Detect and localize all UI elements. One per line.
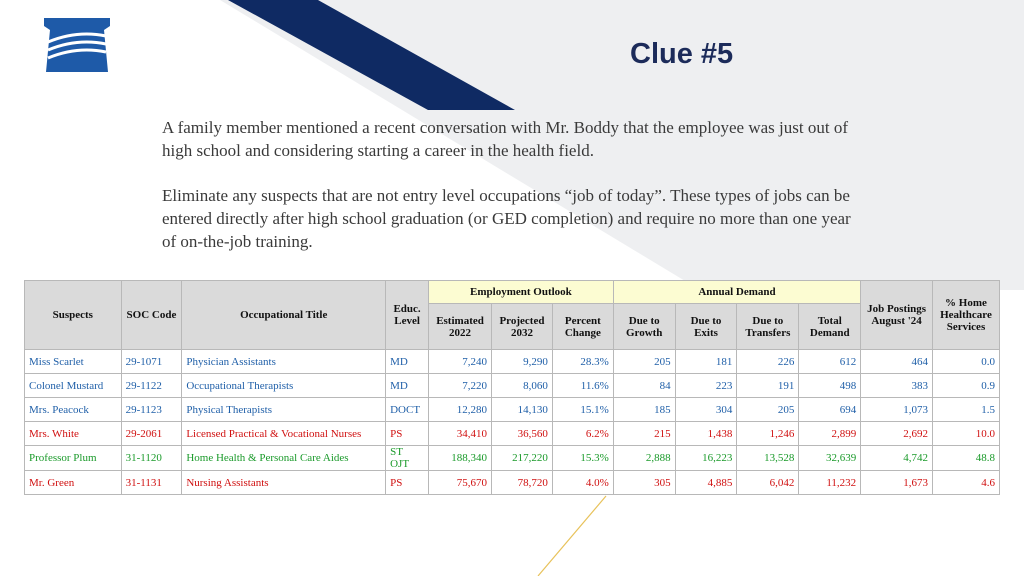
- cell-soc: 29-1123: [121, 398, 182, 422]
- cell-home: 0.9: [932, 374, 999, 398]
- cell-total: 694: [799, 398, 861, 422]
- cell-soc: 31-1131: [121, 471, 182, 495]
- header-due-to-growth: Due to Growth: [613, 304, 675, 350]
- cell-title: Home Health & Personal Care Aides: [182, 446, 386, 471]
- cell-suspect: Mr. Green: [25, 471, 122, 495]
- header-home-healthcare: % Home Healthcare Services: [932, 281, 999, 350]
- clue-paragraph-1: A family member mentioned a recent conversation with Mr. Boddy that the employee was just out of high school and considering starting a career in the health field.: [162, 118, 848, 160]
- cell-exits: 4,885: [675, 471, 737, 495]
- cell-home: 4.6: [932, 471, 999, 495]
- cell-exits: 1,438: [675, 422, 737, 446]
- cell-total: 32,639: [799, 446, 861, 471]
- cell-transfers: 191: [737, 374, 799, 398]
- cell-title: Licensed Practical & Vocational Nurses: [182, 422, 386, 446]
- cell-educ: PS: [386, 471, 429, 495]
- cell-estimated: 7,240: [429, 350, 492, 374]
- cell-change: 28.3%: [552, 350, 613, 374]
- cell-exits: 223: [675, 374, 737, 398]
- table-row: [25, 446, 1000, 471]
- cell-total: 11,232: [799, 471, 861, 495]
- header-employment-outlook: Employment Outlook: [429, 281, 614, 304]
- header-soc-code: SOC Code: [121, 281, 182, 350]
- header-job-postings: Job Postings August '24: [861, 281, 933, 350]
- cell-projected: 36,560: [492, 422, 553, 446]
- cell-transfers: 6,042: [737, 471, 799, 495]
- cell-change: 6.2%: [552, 422, 613, 446]
- clue-paragraph-2: Eliminate any suspects that are not entry level occupations “job of today”. These types of jobs can be entered directly after high school graduation (or GED completion) and require no more than one year of on-the-job training.: [162, 186, 851, 251]
- cell-title: Nursing Assistants: [182, 471, 386, 495]
- cell-educ: MD: [386, 350, 429, 374]
- cell-soc: 29-1122: [121, 374, 182, 398]
- header-educ-level: Educ. Level: [386, 281, 429, 350]
- cell-suspect: Colonel Mustard: [25, 374, 122, 398]
- cell-title: Occupational Therapists: [182, 374, 386, 398]
- table-row: [25, 471, 1000, 495]
- cell-growth: 185: [613, 398, 675, 422]
- cell-title: Physician Assistants: [182, 350, 386, 374]
- table-row: [25, 422, 1000, 446]
- cell-suspect: Miss Scarlet: [25, 350, 122, 374]
- cell-growth: 305: [613, 471, 675, 495]
- cell-growth: 2,888: [613, 446, 675, 471]
- cell-growth: 215: [613, 422, 675, 446]
- table-row: [25, 350, 1000, 374]
- cell-growth: 84: [613, 374, 675, 398]
- cell-change: 4.0%: [552, 471, 613, 495]
- cell-change: 15.1%: [552, 398, 613, 422]
- cell-postings: 1,073: [861, 398, 933, 422]
- cell-transfers: 1,246: [737, 422, 799, 446]
- cell-projected: 14,130: [492, 398, 553, 422]
- cell-estimated: 12,280: [429, 398, 492, 422]
- cell-transfers: 205: [737, 398, 799, 422]
- cell-home: 48.8: [932, 446, 999, 471]
- cell-exits: 16,223: [675, 446, 737, 471]
- cell-estimated: 75,670: [429, 471, 492, 495]
- cell-home: 10.0: [932, 422, 999, 446]
- header-occupational-title: Occupational Title: [182, 281, 386, 350]
- cell-suspect: Mrs. Peacock: [25, 398, 122, 422]
- cell-postings: 383: [861, 374, 933, 398]
- cell-soc: 29-1071: [121, 350, 182, 374]
- cell-total: 498: [799, 374, 861, 398]
- keystone-logo-icon: [40, 16, 114, 74]
- table-row: [25, 398, 1000, 422]
- cell-postings: 464: [861, 350, 933, 374]
- cell-title: Physical Therapists: [182, 398, 386, 422]
- slide-title: Clue #5: [630, 38, 734, 70]
- header-total-demand: Total Demand: [799, 304, 861, 350]
- gold-diagonal-line: [538, 496, 606, 576]
- cell-soc: 29-2061: [121, 422, 182, 446]
- cell-estimated: 34,410: [429, 422, 492, 446]
- cell-educ: PS: [386, 422, 429, 446]
- cell-transfers: 226: [737, 350, 799, 374]
- cell-projected: 9,290: [492, 350, 553, 374]
- cell-exits: 304: [675, 398, 737, 422]
- cell-educ: ST OJT: [386, 446, 429, 471]
- cell-projected: 217,220: [492, 446, 553, 471]
- header-suspects: Suspects: [25, 281, 122, 350]
- cell-total: 2,899: [799, 422, 861, 446]
- cell-postings: 1,673: [861, 471, 933, 495]
- cell-total: 612: [799, 350, 861, 374]
- cell-change: 15.3%: [552, 446, 613, 471]
- header-annual-demand: Annual Demand: [613, 281, 860, 304]
- header-due-to-exits: Due to Exits: [675, 304, 737, 350]
- cell-suspect: Professor Plum: [25, 446, 122, 471]
- cell-transfers: 13,528: [737, 446, 799, 471]
- cell-projected: 8,060: [492, 374, 553, 398]
- cell-postings: 2,692: [861, 422, 933, 446]
- cell-home: 0.0: [932, 350, 999, 374]
- cell-estimated: 188,340: [429, 446, 492, 471]
- cell-exits: 181: [675, 350, 737, 374]
- cell-postings: 4,742: [861, 446, 933, 471]
- occupation-data-table: [24, 280, 1000, 495]
- cell-home: 1.5: [932, 398, 999, 422]
- header-estimated-2022: Estimated 2022: [429, 304, 492, 350]
- cell-growth: 205: [613, 350, 675, 374]
- cell-educ: DOCT: [386, 398, 429, 422]
- header-projected-2032: Projected 2032: [492, 304, 553, 350]
- header-percent-change: Percent Change: [552, 304, 613, 350]
- cell-change: 11.6%: [552, 374, 613, 398]
- cell-suspect: Mrs. White: [25, 422, 122, 446]
- cell-soc: 31-1120: [121, 446, 182, 471]
- cell-projected: 78,720: [492, 471, 553, 495]
- cell-estimated: 7,220: [429, 374, 492, 398]
- table-row: [25, 374, 1000, 398]
- cell-educ: MD: [386, 374, 429, 398]
- header-due-to-transfers: Due to Transfers: [737, 304, 799, 350]
